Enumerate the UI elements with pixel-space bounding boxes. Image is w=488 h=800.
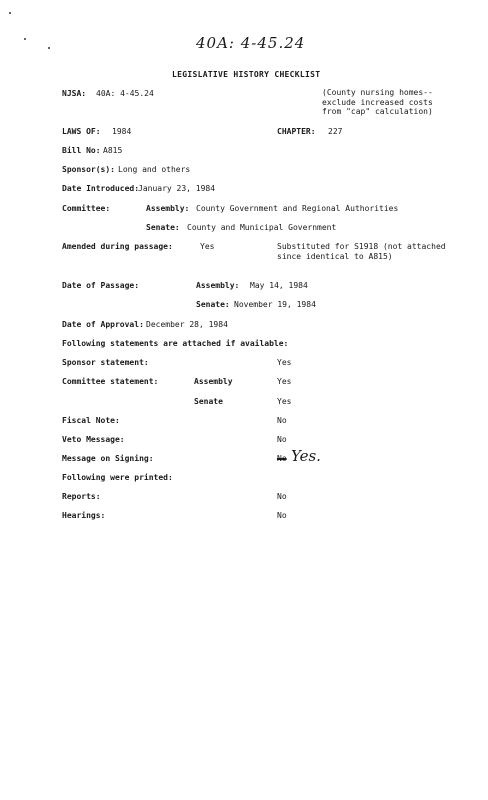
fiscal-note-value: No (277, 416, 287, 425)
passage-assembly-label: Assembly: (196, 281, 240, 290)
date-of-approval-label: Date of Approval: (62, 320, 144, 329)
date-introduced-value: January 23, 1984 (138, 184, 216, 193)
hearings-value: No (277, 511, 287, 520)
passage-assembly-value: May 14, 1984 (250, 281, 308, 290)
veto-message-value: No (277, 435, 287, 444)
chapter-value: 227 (328, 127, 343, 136)
handwritten-number: 40A: 4-45.24 (196, 34, 306, 52)
date-introduced-label: Date Introduced: (62, 184, 140, 193)
njsa-label: NJSA: (62, 89, 87, 98)
scan-speck (9, 12, 11, 14)
message-on-signing-struck-value: No (277, 454, 287, 463)
passage-senate-value: November 19, 1984 (234, 300, 316, 309)
committee-statement-assembly-value: Yes (277, 377, 292, 386)
date-of-passage-label: Date of Passage: (62, 281, 140, 290)
scan-speck (24, 38, 26, 40)
sponsor-statement-label: Sponsor statement: (62, 358, 149, 367)
committee-senate-value: County and Municipal Government (187, 223, 337, 232)
sponsors-value: Long and others (118, 165, 191, 174)
committee-statement-senate-label: Senate (194, 397, 223, 406)
following-attached-heading: Following statements are attached if available: (62, 339, 289, 348)
njsa-value: 40A: 4-45.24 (96, 89, 154, 98)
veto-message-label: Veto Message: (62, 435, 125, 444)
laws-of-label: LAWS OF: (62, 127, 101, 136)
reports-value: No (277, 492, 287, 501)
passage-senate-label: Senate: (196, 300, 230, 309)
laws-of-value: 1984 (112, 127, 132, 136)
committee-statement-label: Committee statement: (62, 377, 159, 386)
chapter-label: CHAPTER: (277, 127, 316, 136)
committee-statement-senate-value: Yes (277, 397, 292, 406)
bill-no-value: A815 (103, 146, 123, 155)
subject-note: (County nursing homes-- exclude increased costs from "cap" calculation) (322, 88, 433, 116)
message-on-signing-label: Message on Signing: (62, 454, 154, 463)
fiscal-note-label: Fiscal Note: (62, 416, 120, 425)
reports-label: Reports: (62, 492, 101, 501)
date-of-approval-value: December 28, 1984 (146, 320, 228, 329)
sponsors-label: Sponsor(s): (62, 165, 115, 174)
committee-assembly-label: Assembly: (146, 204, 190, 213)
substituted-note: Substituted for S1918 (not attached since identical to A815) (277, 242, 446, 261)
page-title: LEGISLATIVE HISTORY CHECKLIST (172, 70, 321, 79)
committee-assembly-value: County Government and Regional Authorities (196, 204, 399, 213)
message-on-signing-handwritten-value: Yes. (291, 447, 321, 465)
committee-statement-assembly-label: Assembly (194, 377, 233, 386)
committee-label: Committee: (62, 204, 111, 213)
following-printed-heading: Following were printed: (62, 473, 173, 482)
amended-label: Amended during passage: (62, 242, 173, 251)
sponsor-statement-value: Yes (277, 358, 292, 367)
committee-senate-label: Senate: (146, 223, 180, 232)
amended-value: Yes (200, 242, 215, 251)
scan-speck (48, 47, 50, 49)
bill-no-label: Bill No: (62, 146, 101, 155)
hearings-label: Hearings: (62, 511, 106, 520)
